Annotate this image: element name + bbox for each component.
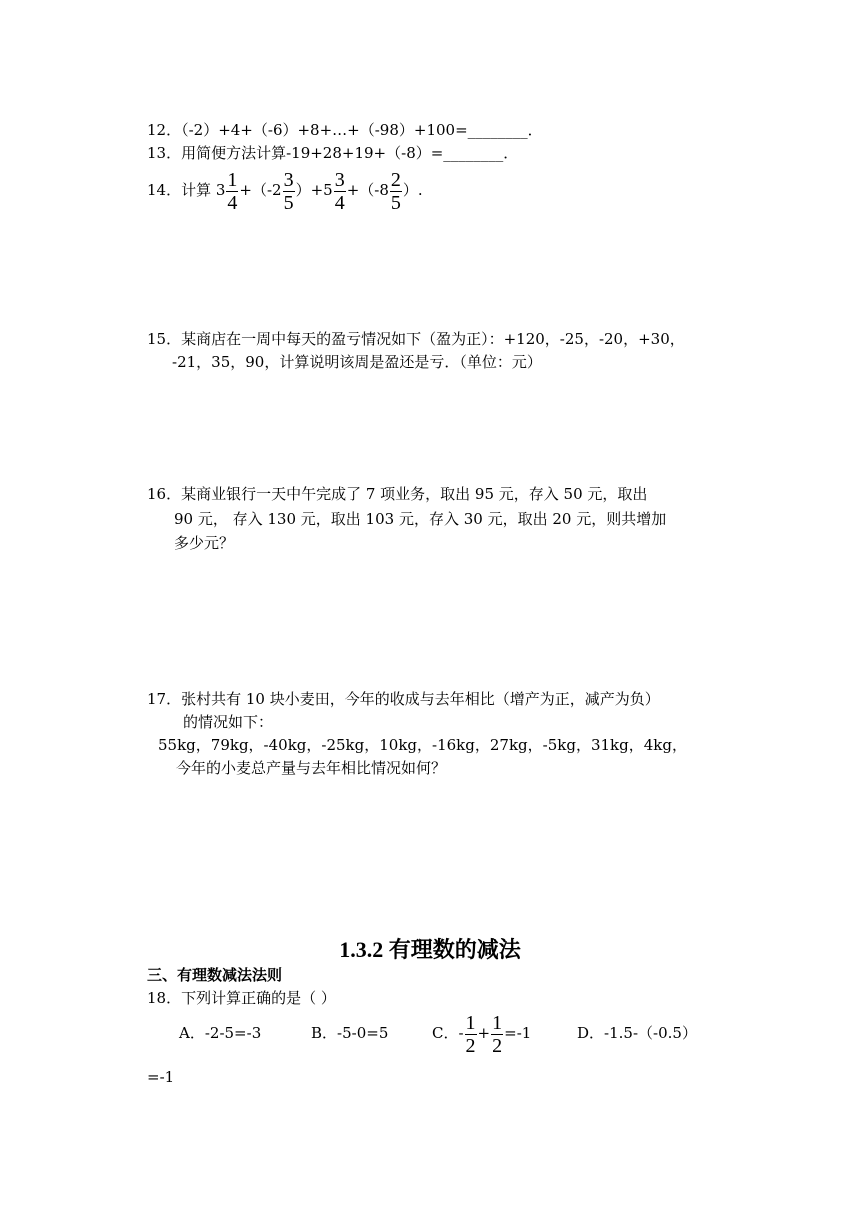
option-c-lead: C．- (432, 1024, 464, 1042)
question-15-line-1: 15．某商店在一周中每天的盈亏情况如下（盈为正）：+120，-25，-20，+30， (147, 330, 685, 348)
option-b: B．-5-0=5 (311, 1024, 389, 1042)
question-16-line-2: 90 元， 存入 130 元，取出 103 元，存入 30 元，取出 20 元，则共增加 (174, 510, 667, 528)
question-12: 12．（-2）+4+（-6）+8+…+（-98）+100=________． (147, 121, 543, 139)
question-18-stem: 18．下列计算正确的是（ ） (147, 989, 336, 1007)
option-c-result: =-1 (504, 1024, 532, 1042)
question-17-line-2: 的情况如下： (183, 713, 274, 731)
question-13: 13．用简便方法计算-19+28+19+（-8）=________． (147, 144, 519, 162)
question-16-line-3: 多少元？ (174, 534, 235, 552)
section-title: 1.3.2 有理数的减法 (339, 937, 521, 962)
question-15-line-2: -21，35，90，计算说明该周是盈还是亏．（单位：元） (172, 353, 542, 371)
q14-text-3: +（-8 (346, 181, 389, 199)
option-a: A．-2-5=-3 (179, 1024, 262, 1042)
q14-text-1: +（-2 (239, 181, 282, 199)
fraction-3-4: $\frac{3}{4}$ (334, 168, 345, 214)
question-17-line-3: 55kg，79kg，-40kg，-25kg，10kg，-16kg，27kg，-5kg，31kg，4kg， (158, 736, 687, 754)
fraction-1-4: $\frac{1}{4}$ (227, 168, 238, 214)
fraction-2-5: $\frac{2}{5}$ (390, 168, 401, 214)
option-c (432, 1010, 531, 1057)
q14-text-2: ）+5 (295, 181, 333, 199)
q14-text-4: ）. (402, 181, 423, 199)
question-17-line-4: 今年的小麦总产量与去年相比情况如何？ (176, 759, 447, 777)
subsection-heading: 三、有理数减法法则 (147, 966, 283, 984)
question-16-line-1: 16．某商业银行一天中午完成了 7 项业务，取出 95 元，存入 50 元，取出 (147, 485, 648, 503)
fraction-1-2-b: $\frac{1}{2}$ (492, 1011, 503, 1057)
fraction-1-2-a: $\frac{1}{2}$ (465, 1011, 476, 1057)
fraction-3-5: $\frac{3}{5}$ (283, 168, 294, 214)
option-d-wrap: =-1 (147, 1068, 175, 1086)
option-d: D．-1.5-（-0.5） (577, 1024, 697, 1042)
option-c-plus: + (477, 1024, 491, 1042)
question-14 (147, 166, 423, 214)
question-17-line-1: 17．张村共有 10 块小麦田，今年的收成与去年相比（增产为正，减产为负） (147, 690, 660, 708)
q14-lead: 14．计算 3 (147, 181, 226, 199)
